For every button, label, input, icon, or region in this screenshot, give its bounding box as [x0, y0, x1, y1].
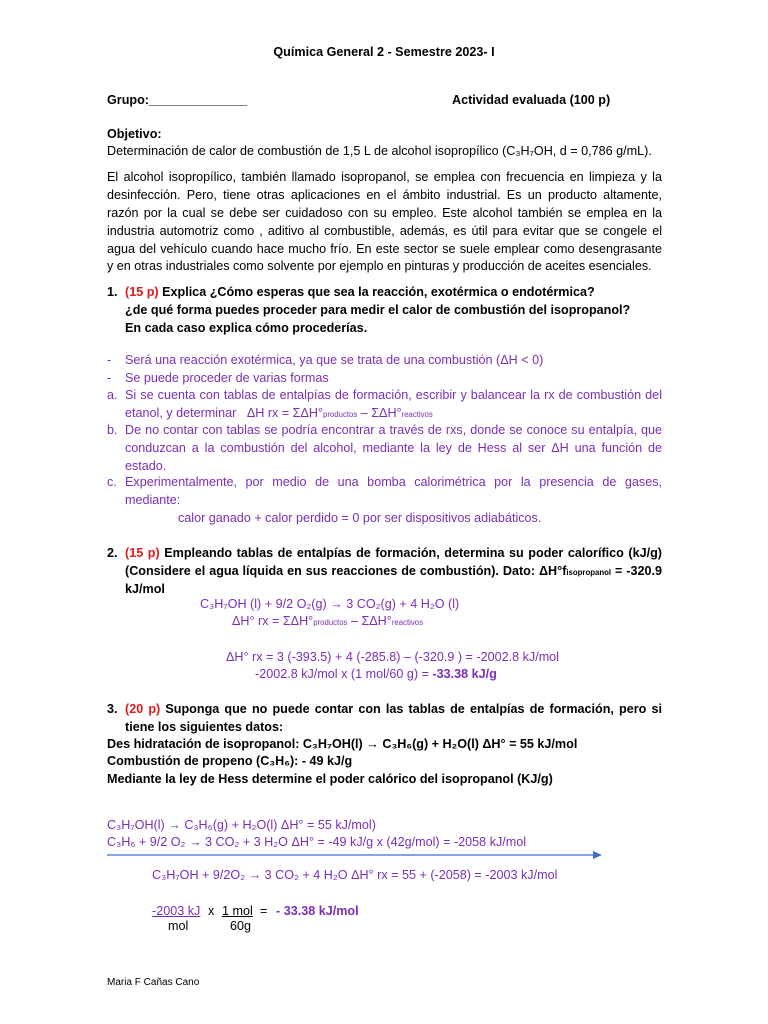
- q1-number: 1.: [107, 285, 118, 299]
- group-label: Grupo:______________: [107, 93, 248, 107]
- q2-tail: = -320.9 kJ/mol: [125, 563, 663, 596]
- activity-label: Actividad evaluada (100 p): [452, 93, 611, 107]
- q1-points: (15 p): [125, 285, 159, 299]
- q2-calc-2-result: -33.38 kJ/g: [432, 667, 497, 681]
- sum-arrow: [105, 848, 605, 862]
- q3-frac1-den: mol: [168, 919, 189, 933]
- q3-equals: =: [260, 904, 268, 918]
- q2-reaction: C₃H₇OH (l) + 9/2 O₂(g) → 3 CO₂(g) + 4 H₂O (l): [200, 597, 460, 611]
- q1-answer-c-bullet: c.: [107, 475, 117, 489]
- q3-step-2: C₃H₆ + 9/2 O₂ → 3 CO₂ + 3 H₂O ΔH° = -49 kJ/g x (42g/mol) = -2058 kJ/mol: [107, 835, 527, 849]
- q1-formula-a-mid: – ΣΔH°: [357, 405, 402, 420]
- q3-line1: Suponga que no puede contar con las tablas de entalpías de formación, pero si tiene los siguientes datos:: [125, 702, 663, 734]
- intro-paragraph: El alcohol isopropílico, también llamado isopropanol, se emplea con frecuencia en limpieza y la desinfección. Pero, tiene otras aplicaciones en el ámbito industrial. Es un producto altamente, razón por la cual se debe ser cuidadoso con su empleo. Este alcohol también se emplea en la industria automotriz como , aditivo al combustible, además, es útil para evitar que se congele el agua del vehículo cuando hace mucho frío. En este sector se suele emplear como desengrasante y en otras industriales como solvente por ejemplo en pinturas y producción de aceites esenciales.: [107, 170, 662, 274]
- q3-data-1: Des hidratación de isopropanol: C₃H₇OH(l) → C₃H₆(g) + H₂O(l) ΔH° = 55 kJ/mol: [107, 737, 578, 751]
- q2-number: 2.: [107, 546, 118, 560]
- q1-answer-a: [125, 387, 662, 423]
- q2-formula-main: ΔH° rx = ΣΔH°: [232, 614, 314, 628]
- q1-answer-a-formula: [247, 406, 433, 420]
- q1-answer-1: Será una reacción exotérmica, ya que se trata de una combustión (ΔH < 0): [125, 353, 544, 367]
- q3-points: (20 p): [125, 702, 161, 716]
- q3-total: C₃H₇OH + 9/2O₂ → 3 CO₂ + 4 H₂O ΔH° rx = 55 + (-2058) = -2003 kJ/mol: [152, 868, 558, 882]
- q2-body: Empleando tablas de entalpías de formación, determina su poder calorífico (kJ/g) (Considere el agua líquida en sus reacciones de combustión). Dato: ΔH°f: [125, 546, 663, 578]
- q3-text: [125, 701, 662, 737]
- q1-line2: ¿de qué forma puedes proceder para medir el calor de combustión del isopropanol?: [125, 302, 631, 317]
- q3-step-1: C₃H₇OH(l) → C₃H₆(g) + H₂O(l) ΔH° = 55 kJ/mol): [107, 818, 376, 832]
- q1-formula-a-main: ΔH rx = ΣΔH°: [246, 405, 323, 420]
- q2-points: (15 p): [125, 546, 160, 560]
- q3-result: - 33.38 kJ/mol: [276, 904, 359, 918]
- q3-data-3: Mediante la ley de Hess determine el poder calórico del isopropanol (KJ/g): [107, 772, 553, 786]
- q1-answer-b: De no contar con tablas se podría encontrar a través de rxs, donde se conoce su entalpía, que conduzcan a la combustión del alcohol, mediante la ley de Hess al ser ΔH una función de estado.: [125, 423, 662, 473]
- q2-text: [125, 545, 662, 599]
- q3-frac1-num: -2003 kJ: [152, 904, 201, 918]
- q1-answer-c: Experimentalmente, por medio de una bomba calorimétrica por la presencia de gases, mediante:: [125, 475, 662, 507]
- q1-answer-a-bullet: a.: [107, 388, 118, 402]
- objective-label: Objetivo:: [107, 127, 162, 141]
- page-title: Química General 2 - Semestre 2023- I: [273, 45, 495, 59]
- q3-times: x: [208, 904, 215, 918]
- q1-formula-a-sub2: reactivos: [401, 409, 433, 419]
- q2-formula-sub1: productos: [313, 618, 348, 627]
- q2-sub: isopropanol: [566, 567, 612, 577]
- q1-answer-1-bullet: -: [107, 353, 112, 367]
- q1-heat-balance: calor ganado + calor perdido = 0 por ser dispositivos adiabáticos.: [178, 511, 542, 525]
- q2-formula-sub2: reactivos: [391, 618, 424, 627]
- q1-line1: Explica ¿Cómo esperas que sea la reacción, exotérmica o endotérmica?: [158, 285, 595, 299]
- q3-frac2-den: 60g: [230, 919, 252, 933]
- q3-number: 3.: [107, 702, 118, 716]
- q3-data-2: Combustión de propeno (C₃H₆): - 49 kJ/g: [107, 754, 353, 768]
- q2-calc-2-pre: -2002.8 kJ/mol x (1 mol/60 g) =: [255, 667, 433, 681]
- q1-answer-b-bullet: b.: [107, 423, 118, 437]
- q1-answer-a-text: Si se cuenta con tablas de entalpías de formación, escribir y balancear la rx de combustión del etanol, y determinar: [125, 388, 662, 420]
- q2-calc-1: ΔH° rx = 3 (-393.5) + 4 (-285.8) – (-320.9 ) = -2002.8 kJ/mol: [226, 650, 559, 664]
- q1-answer-2: Se puede proceder de varias formas: [125, 371, 329, 385]
- q2-formula: [232, 613, 423, 631]
- q1-formula-a-sub1: productos: [323, 409, 358, 419]
- q1-answer-2-bullet: -: [107, 371, 112, 385]
- footer-author: Maria F Cañas Cano: [107, 977, 200, 988]
- q2-formula-mid: – ΣΔH°: [347, 614, 392, 628]
- q1-line3: En cada caso explica cómo procederías.: [125, 320, 368, 335]
- q3-frac2-num: 1 mol: [222, 904, 253, 918]
- objective-text: Determinación de calor de combustión de 1,5 L de alcohol isopropílico (C₃H₇OH, d = 0,786 g/mL).: [107, 144, 652, 158]
- q2-calc-2: [255, 666, 497, 684]
- sum-arrow-head: [593, 851, 602, 859]
- q1-text: [125, 284, 665, 338]
